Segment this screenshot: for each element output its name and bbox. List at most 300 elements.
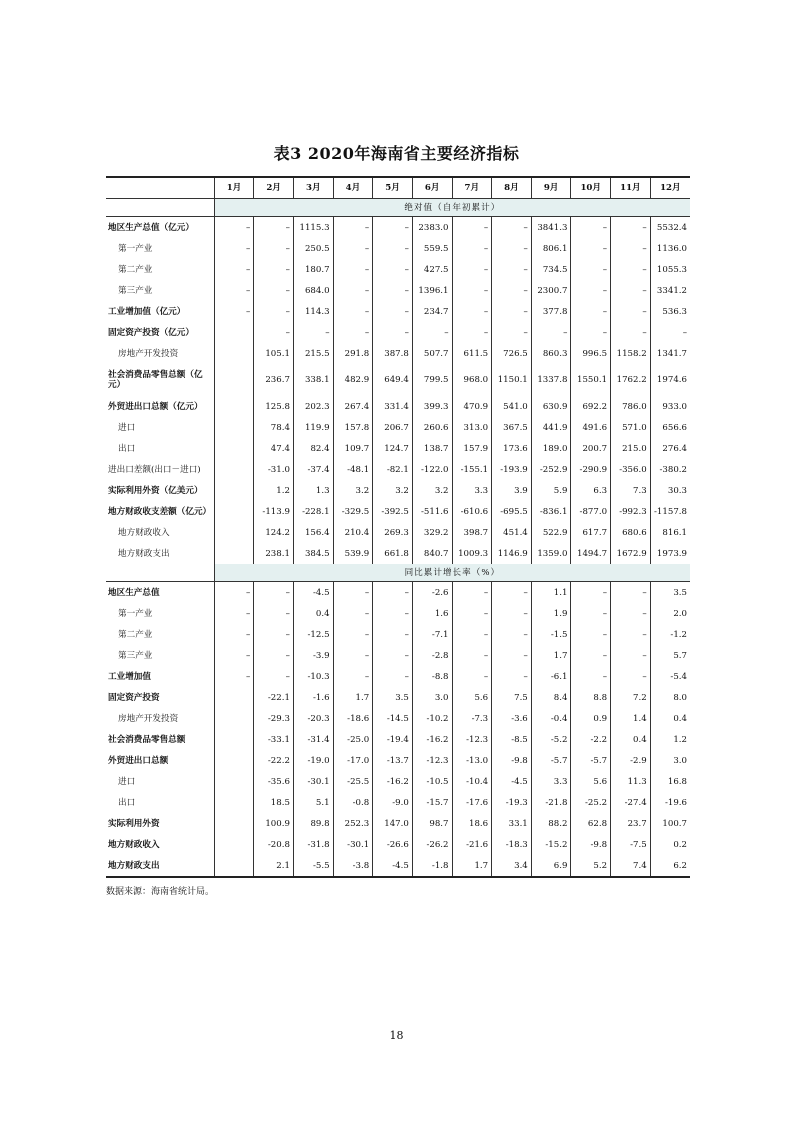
table-cell: 692.2 <box>571 396 611 417</box>
table-cell: 0.4 <box>673 713 687 724</box>
table-cell: 6.2 <box>650 855 690 877</box>
table-cell: 313.0 <box>452 417 492 438</box>
table-cell: 238.1 <box>254 543 294 564</box>
month-header: 4月 <box>333 177 373 199</box>
table-cell: – <box>373 582 413 604</box>
table-cell: – <box>254 259 294 280</box>
table-cell: -31.0 <box>254 459 294 480</box>
month-header: 6月 <box>412 177 452 199</box>
table-cell: 30.3 <box>667 485 687 496</box>
month-header: 12月 <box>650 177 690 199</box>
table-cell: -610.6 <box>452 501 492 522</box>
table-row <box>106 259 690 280</box>
table-cell: 1494.7 <box>571 543 611 564</box>
table-cell: -1.8 <box>412 855 452 877</box>
table-cell: 98.7 <box>412 813 452 834</box>
table-cell: 5.6 <box>452 687 492 708</box>
table-cell: – <box>611 238 651 259</box>
table-row <box>106 459 690 480</box>
table-cell: 933.0 <box>662 401 687 412</box>
table-cell: – <box>611 624 651 645</box>
table-cell: 611.5 <box>452 343 492 364</box>
table-cell: – <box>452 280 492 301</box>
table-cell: 3.0 <box>412 687 452 708</box>
table-cell: 786.0 <box>611 396 651 417</box>
table-cell: – <box>373 259 413 280</box>
table-cell: 124.7 <box>373 438 413 459</box>
table-cell: 2.1 <box>254 855 294 877</box>
table-cell: 1.1 <box>531 582 571 604</box>
table-cell: 1136.0 <box>656 243 687 254</box>
table-cell: – <box>333 624 373 645</box>
table-cell: – <box>571 217 611 239</box>
table-cell <box>214 501 254 522</box>
table-cell: 1396.1 <box>412 280 452 301</box>
table-cell: 202.3 <box>293 396 333 417</box>
table-cell: 8.8 <box>571 687 611 708</box>
table-cell: -19.0 <box>293 750 333 771</box>
table-cell: -329.5 <box>333 501 373 522</box>
table-cell: – <box>373 322 413 343</box>
table-cell: – <box>333 603 373 624</box>
table-cell: 1009.3 <box>452 543 492 564</box>
table-cell <box>214 708 254 729</box>
table-cell: -5.4 <box>670 671 687 682</box>
table-cell: -26.2 <box>412 834 452 855</box>
table-cell: 1.9 <box>531 603 571 624</box>
table-cell: – <box>571 624 611 645</box>
table-row <box>106 501 690 522</box>
table-cell: -4.5 <box>373 855 413 877</box>
table-cell: 398.7 <box>452 522 492 543</box>
table-cell: -31.8 <box>293 834 333 855</box>
table-cell: 399.3 <box>412 396 452 417</box>
table-cell: – <box>571 259 611 280</box>
table-cell: -22.2 <box>254 750 294 771</box>
row-label: 实际利用外资 <box>106 813 214 834</box>
table-cell: -22.1 <box>254 687 294 708</box>
table-cell: – <box>373 301 413 322</box>
table-cell: -10.4 <box>452 771 492 792</box>
table-cell: 1.6 <box>412 603 452 624</box>
table-cell: – <box>571 322 611 343</box>
table-cell: -122.0 <box>412 459 452 480</box>
table-row <box>106 396 690 417</box>
table-cell: -877.0 <box>571 501 611 522</box>
table-cell: -2.8 <box>412 645 452 666</box>
table-row <box>106 438 690 459</box>
table-row <box>106 582 690 604</box>
table-cell: – <box>611 322 651 343</box>
table-cell: 0.9 <box>571 708 611 729</box>
table-cell: 260.6 <box>412 417 452 438</box>
table-cell: 726.5 <box>492 343 532 364</box>
row-label: 社会消费品零售总额（亿元） <box>106 364 214 396</box>
table-cell: -82.1 <box>373 459 413 480</box>
row-label: 外贸进出口总额 <box>106 750 214 771</box>
row-label: 实际利用外资（亿美元） <box>106 480 214 501</box>
table-row <box>106 217 690 239</box>
table-cell: – <box>492 322 532 343</box>
table-row <box>106 543 690 564</box>
table-cell: – <box>373 666 413 687</box>
table-cell <box>214 543 254 564</box>
table-cell: – <box>611 645 651 666</box>
table-cell: 200.7 <box>571 438 611 459</box>
row-label: 地方财政收支差额（亿元） <box>106 501 214 522</box>
table-cell: – <box>214 280 254 301</box>
table-cell: -10.2 <box>412 708 452 729</box>
table-cell: -193.9 <box>492 459 532 480</box>
row-label: 第二产业 <box>106 624 214 645</box>
table-row <box>106 343 690 364</box>
table-row <box>106 750 690 771</box>
table-cell: 1337.8 <box>531 364 571 396</box>
table-cell: – <box>214 624 254 645</box>
table-cell: -228.1 <box>293 501 333 522</box>
table-cell: 522.9 <box>531 522 571 543</box>
table-cell: -25.5 <box>333 771 373 792</box>
table-cell: -8.5 <box>492 729 532 750</box>
table-cell: -19.3 <box>492 792 532 813</box>
section-header: 同比累计增长率（%） <box>214 564 690 582</box>
table-cell: – <box>611 666 651 687</box>
row-label: 地方财政收入 <box>106 522 214 543</box>
table-cell <box>214 396 254 417</box>
table-cell: 78.4 <box>254 417 294 438</box>
table-cell: – <box>214 666 254 687</box>
table-cell <box>214 771 254 792</box>
table-cell: 114.3 <box>293 301 333 322</box>
table-cell: 3341.2 <box>656 285 687 296</box>
table-cell: 180.7 <box>293 259 333 280</box>
table-cell: -2.6 <box>412 582 452 604</box>
table-cell: 2383.0 <box>412 217 452 239</box>
table-cell: 559.5 <box>412 238 452 259</box>
table-cell: – <box>492 217 532 239</box>
table-cell: 661.8 <box>373 543 413 564</box>
table-cell: 996.5 <box>571 343 611 364</box>
table-cell: 147.0 <box>373 813 413 834</box>
table-row <box>106 687 690 708</box>
table-cell <box>214 792 254 813</box>
table-cell: 3.3 <box>531 771 571 792</box>
table-cell: – <box>452 217 492 239</box>
table-cell: -0.4 <box>531 708 571 729</box>
table-cell: 1341.7 <box>656 348 687 359</box>
table-cell: 571.0 <box>611 417 651 438</box>
table-cell: – <box>611 301 651 322</box>
row-label: 地方财政收入 <box>106 834 214 855</box>
table-cell: 109.7 <box>333 438 373 459</box>
page-number: 18 <box>389 1029 404 1042</box>
table-cell: 18.5 <box>254 792 294 813</box>
table-cell: – <box>254 301 294 322</box>
table-cell: 7.5 <box>492 687 532 708</box>
table-cell: -20.8 <box>254 834 294 855</box>
month-header: 3月 <box>293 177 333 199</box>
table-cell: 250.5 <box>293 238 333 259</box>
table-cell: -25.2 <box>571 792 611 813</box>
table-cell: – <box>611 217 651 239</box>
table-cell: – <box>452 582 492 604</box>
table-cell: -5.2 <box>531 729 571 750</box>
table-cell: – <box>214 301 254 322</box>
table-cell: – <box>254 322 294 343</box>
row-label: 出口 <box>106 438 214 459</box>
table-cell: 157.8 <box>333 417 373 438</box>
table-cell: 5.6 <box>571 771 611 792</box>
table-cell: -9.0 <box>373 792 413 813</box>
row-label: 进口 <box>106 417 214 438</box>
table-cell <box>214 364 254 396</box>
table-cell: 3.2 <box>333 480 373 501</box>
table-cell: 331.4 <box>373 396 413 417</box>
table-cell: 680.6 <box>611 522 651 543</box>
table-cell: 482.9 <box>333 364 373 396</box>
table-cell: 138.7 <box>412 438 452 459</box>
table-cell: – <box>254 582 294 604</box>
table-cell: -380.2 <box>659 464 687 475</box>
table-cell: 3.0 <box>673 755 687 766</box>
table-cell: – <box>492 280 532 301</box>
table-cell: -30.1 <box>333 834 373 855</box>
table-cell: -21.6 <box>452 834 492 855</box>
table-cell: 441.9 <box>531 417 571 438</box>
table-cell: – <box>452 603 492 624</box>
table-cell: – <box>254 603 294 624</box>
table-cell: – <box>452 322 492 343</box>
table-cell: -19.4 <box>373 729 413 750</box>
table-cell: – <box>571 666 611 687</box>
table-cell: 7.2 <box>611 687 651 708</box>
table-cell: – <box>452 259 492 280</box>
table-cell: -1.6 <box>293 687 333 708</box>
table-cell: 119.9 <box>293 417 333 438</box>
table-cell: -3.8 <box>333 855 373 877</box>
table-cell <box>214 834 254 855</box>
table-cell <box>214 459 254 480</box>
table-row <box>106 238 690 259</box>
table-cell: – <box>214 238 254 259</box>
table-cell: 0.2 <box>673 839 687 850</box>
table-cell: 88.2 <box>531 813 571 834</box>
table-cell: -5.7 <box>571 750 611 771</box>
row-label: 固定资产投资（亿元） <box>106 322 214 343</box>
table-cell: 539.9 <box>333 543 373 564</box>
row-label: 第二产业 <box>106 259 214 280</box>
table-cell: 100.9 <box>254 813 294 834</box>
table-cell: – <box>452 645 492 666</box>
table-cell: 16.8 <box>667 776 687 787</box>
table-cell: 5.1 <box>293 792 333 813</box>
table-cell: -511.6 <box>412 501 452 522</box>
row-label: 第一产业 <box>106 238 214 259</box>
table-cell: – <box>333 280 373 301</box>
table-cell: – <box>373 603 413 624</box>
table-cell: -21.8 <box>531 792 571 813</box>
table-cell: – <box>571 301 611 322</box>
table-cell: -7.1 <box>412 624 452 645</box>
table-cell: 860.3 <box>531 343 571 364</box>
table-cell <box>214 522 254 543</box>
table-cell: 1150.1 <box>492 364 532 396</box>
row-label: 工业增加值（亿元） <box>106 301 214 322</box>
table-cell: 124.2 <box>254 522 294 543</box>
table-cell <box>214 438 254 459</box>
month-header: 2月 <box>254 177 294 199</box>
table-cell: 5.9 <box>531 480 571 501</box>
table-cell <box>214 343 254 364</box>
table-cell: – <box>452 666 492 687</box>
table-cell: 157.9 <box>452 438 492 459</box>
table-cell: 3.4 <box>492 855 532 877</box>
table-cell: – <box>531 322 571 343</box>
table-row <box>106 603 690 624</box>
table-cell: – <box>571 645 611 666</box>
table-cell: -15.7 <box>412 792 452 813</box>
table-cell: 6.3 <box>571 480 611 501</box>
table-cell: 105.1 <box>254 343 294 364</box>
table-cell: -18.6 <box>333 708 373 729</box>
table-cell: 100.7 <box>662 818 687 829</box>
table-cell: 3.5 <box>673 587 687 598</box>
table-row <box>106 834 690 855</box>
table-cell: 5.7 <box>673 650 687 661</box>
table-cell: -13.0 <box>452 750 492 771</box>
table-cell: 0.4 <box>611 729 651 750</box>
table-cell: 816.1 <box>662 527 687 538</box>
table-cell: – <box>611 259 651 280</box>
table-cell: 8.0 <box>673 692 687 703</box>
table-cell: 173.6 <box>492 438 532 459</box>
section-header-row <box>106 564 690 582</box>
table-cell: 507.7 <box>412 343 452 364</box>
month-header: 11月 <box>611 177 651 199</box>
row-label: 进出口差额(出口－进口) <box>106 459 214 480</box>
table-cell: 11.3 <box>611 771 651 792</box>
table-cell: -10.3 <box>293 666 333 687</box>
row-label: 地区生产总值（亿元） <box>106 217 214 239</box>
table-cell: -4.5 <box>293 582 333 604</box>
table-cell: -992.3 <box>611 501 651 522</box>
row-label: 第三产业 <box>106 645 214 666</box>
table-cell: – <box>333 645 373 666</box>
table-cell: -27.4 <box>611 792 651 813</box>
table-cell: -33.1 <box>254 729 294 750</box>
table-row <box>106 771 690 792</box>
table-cell: 234.7 <box>412 301 452 322</box>
table-cell: 269.3 <box>373 522 413 543</box>
table-cell: – <box>682 327 687 338</box>
table-cell: -3.9 <box>293 645 333 666</box>
corner-cell <box>106 177 214 199</box>
table-cell: – <box>373 645 413 666</box>
row-label: 固定资产投资 <box>106 687 214 708</box>
table-cell: 684.0 <box>293 280 333 301</box>
table-cell: 470.9 <box>452 396 492 417</box>
table-cell: 1359.0 <box>531 543 571 564</box>
table-cell: – <box>571 280 611 301</box>
table-cell: – <box>333 666 373 687</box>
table-cell: -695.5 <box>492 501 532 522</box>
table-cell: 1762.2 <box>611 364 651 396</box>
table-row <box>106 729 690 750</box>
row-label: 出口 <box>106 792 214 813</box>
table-cell: 338.1 <box>293 364 333 396</box>
table-cell: 291.8 <box>333 343 373 364</box>
table-cell: 1672.9 <box>611 543 651 564</box>
month-header: 5月 <box>373 177 413 199</box>
table-row <box>106 708 690 729</box>
table-cell: -16.2 <box>373 771 413 792</box>
table-row <box>106 280 690 301</box>
table-cell: – <box>452 238 492 259</box>
table-cell: -16.2 <box>412 729 452 750</box>
table-cell: 367.5 <box>492 417 532 438</box>
table-cell: 427.5 <box>412 259 452 280</box>
table-cell: 1.7 <box>531 645 571 666</box>
table-cell: 210.4 <box>333 522 373 543</box>
table-cell: 0.4 <box>293 603 333 624</box>
table-cell: -290.9 <box>571 459 611 480</box>
table-cell: 89.8 <box>293 813 333 834</box>
table-cell: – <box>492 645 532 666</box>
table-cell: 8.4 <box>531 687 571 708</box>
table-cell: 329.2 <box>412 522 452 543</box>
table-row <box>106 301 690 322</box>
table-cell: 62.8 <box>571 813 611 834</box>
table-cell: – <box>492 582 532 604</box>
table-cell: 23.7 <box>611 813 651 834</box>
table-cell: 1.2 <box>673 734 687 745</box>
row-label: 房地产开发投资 <box>106 708 214 729</box>
table-cell <box>214 687 254 708</box>
table-row <box>106 417 690 438</box>
table-row <box>106 364 690 396</box>
row-label: 第一产业 <box>106 603 214 624</box>
month-header: 8月 <box>492 177 532 199</box>
table-cell: 236.7 <box>254 364 294 396</box>
table-row <box>106 813 690 834</box>
table-cell: – <box>611 582 651 604</box>
table-cell: 617.7 <box>571 522 611 543</box>
month-header-row <box>106 177 690 199</box>
table-cell: – <box>214 603 254 624</box>
table-cell: 215.0 <box>611 438 651 459</box>
row-label: 地区生产总值 <box>106 582 214 604</box>
table-cell <box>214 855 254 877</box>
table-cell: -392.5 <box>373 501 413 522</box>
table-cell: -15.2 <box>531 834 571 855</box>
table-cell: 1158.2 <box>611 343 651 364</box>
table-cell: -12.3 <box>452 729 492 750</box>
table-cell: -12.3 <box>412 750 452 771</box>
table-cell: 3.2 <box>412 480 452 501</box>
row-label: 地方财政支出 <box>106 855 214 877</box>
table-cell: 1.7 <box>333 687 373 708</box>
table-cell: – <box>373 217 413 239</box>
table-cell <box>214 729 254 750</box>
table-cell: -29.3 <box>254 708 294 729</box>
table-cell: – <box>333 259 373 280</box>
table-cell: -17.6 <box>452 792 492 813</box>
table-cell: 1.7 <box>452 855 492 877</box>
table-cell: – <box>254 238 294 259</box>
table-cell: 1.3 <box>293 480 333 501</box>
table-cell: -35.6 <box>254 771 294 792</box>
table-cell: – <box>492 624 532 645</box>
